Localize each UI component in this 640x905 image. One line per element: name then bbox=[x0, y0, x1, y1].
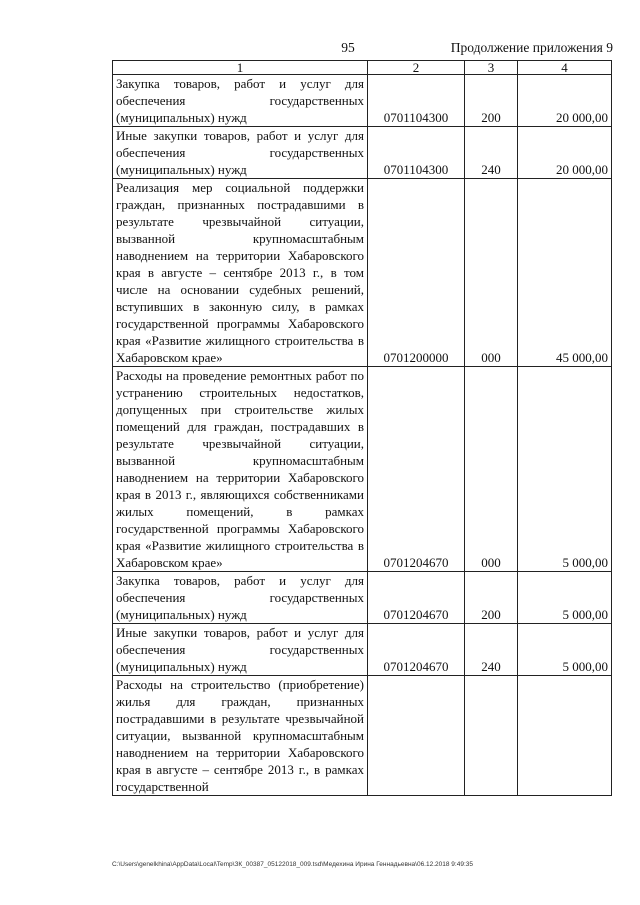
row-amount: 45 000,00 bbox=[518, 179, 612, 367]
table-row bbox=[113, 676, 612, 796]
row-amount: 5 000,00 bbox=[518, 367, 612, 572]
row-code bbox=[368, 676, 465, 796]
column-header-4: 4 bbox=[518, 61, 612, 75]
row-amount: 20 000,00 bbox=[518, 75, 612, 127]
column-header-3: 3 bbox=[465, 61, 518, 75]
row-code: 0701104300 bbox=[368, 75, 465, 127]
row-description: Реализация мер социальной поддержки граждан, признанных пострадавшими в результате чрезвычайной ситуации, вызванной крупномасштабным наводнением на территории Хабаровского края в августе – сентябре 2013 г., в том числе на основании судебных решений, вступивших в законную силу, в рамках государственной программы Хабаровского края «Развитие жилищного строительства в Хабаровском крае» bbox=[113, 179, 368, 367]
row-amount: 20 000,00 bbox=[518, 127, 612, 179]
row-type: 240 bbox=[465, 624, 518, 676]
column-header-1: 1 bbox=[113, 61, 368, 75]
row-code: 0701204670 bbox=[368, 367, 465, 572]
table-row bbox=[113, 75, 612, 127]
row-code: 0701204670 bbox=[368, 572, 465, 624]
row-type: 000 bbox=[465, 367, 518, 572]
table-row bbox=[113, 127, 612, 179]
row-description: Иные закупки товаров, работ и услуг для обеспечения государственных (муниципальных) нужд bbox=[113, 127, 368, 179]
row-code: 0701204670 bbox=[368, 624, 465, 676]
document-footer-path: C:\Users\genelkhina\AppData\Local\Temp\ЗК_00387_05122018_009.tsd\Медехина Ирина Геннадьевна\06.12.2018 9:49:35 bbox=[112, 861, 473, 868]
table-header-row bbox=[113, 61, 612, 75]
row-description: Закупка товаров, работ и услуг для обеспечения государственных (муниципальных) нужд bbox=[113, 75, 368, 127]
row-description: Иные закупки товаров, работ и услуг для обеспечения государственных (муниципальных) нужд bbox=[113, 624, 368, 676]
table-row bbox=[113, 572, 612, 624]
row-type: 000 bbox=[465, 179, 518, 367]
row-type: 200 bbox=[465, 75, 518, 127]
row-amount: 5 000,00 bbox=[518, 624, 612, 676]
row-type: 240 bbox=[465, 127, 518, 179]
table-row bbox=[113, 367, 612, 572]
row-code: 0701104300 bbox=[368, 127, 465, 179]
row-description: Расходы на строительство (приобретение) жилья для граждан, признанных пострадавшими в результате чрезвычайной ситуации, вызванной крупномасштабным наводнением на территории Хабаровского края в августе – сентябре 2013 г., в рамках государственной bbox=[113, 676, 368, 796]
row-type: 200 bbox=[465, 572, 518, 624]
row-code: 0701200000 bbox=[368, 179, 465, 367]
page-number: 95 bbox=[341, 40, 355, 55]
budget-table bbox=[112, 60, 612, 796]
table-row bbox=[113, 624, 612, 676]
row-type bbox=[465, 676, 518, 796]
column-header-2: 2 bbox=[368, 61, 465, 75]
continuation-label: Продолжение приложения 9 bbox=[450, 40, 613, 55]
row-amount bbox=[518, 676, 612, 796]
row-amount: 5 000,00 bbox=[518, 572, 612, 624]
row-description: Закупка товаров, работ и услуг для обеспечения государственных (муниципальных) нужд bbox=[113, 572, 368, 624]
table-row bbox=[113, 179, 612, 367]
row-description: Расходы на проведение ремонтных работ по устранению строительных недостатков, допущенных при строительстве жилых помещений для граждан, пострадавших в результате чрезвычайной ситуации, вызванной крупномасштабным наводнением на территории Хабаровского края в 2013 г., являющихся собственниками жилых помещений, в рамках государственной программы Хабаровского края «Развитие жилищного строительства в Хабаровском крае» bbox=[113, 367, 368, 572]
